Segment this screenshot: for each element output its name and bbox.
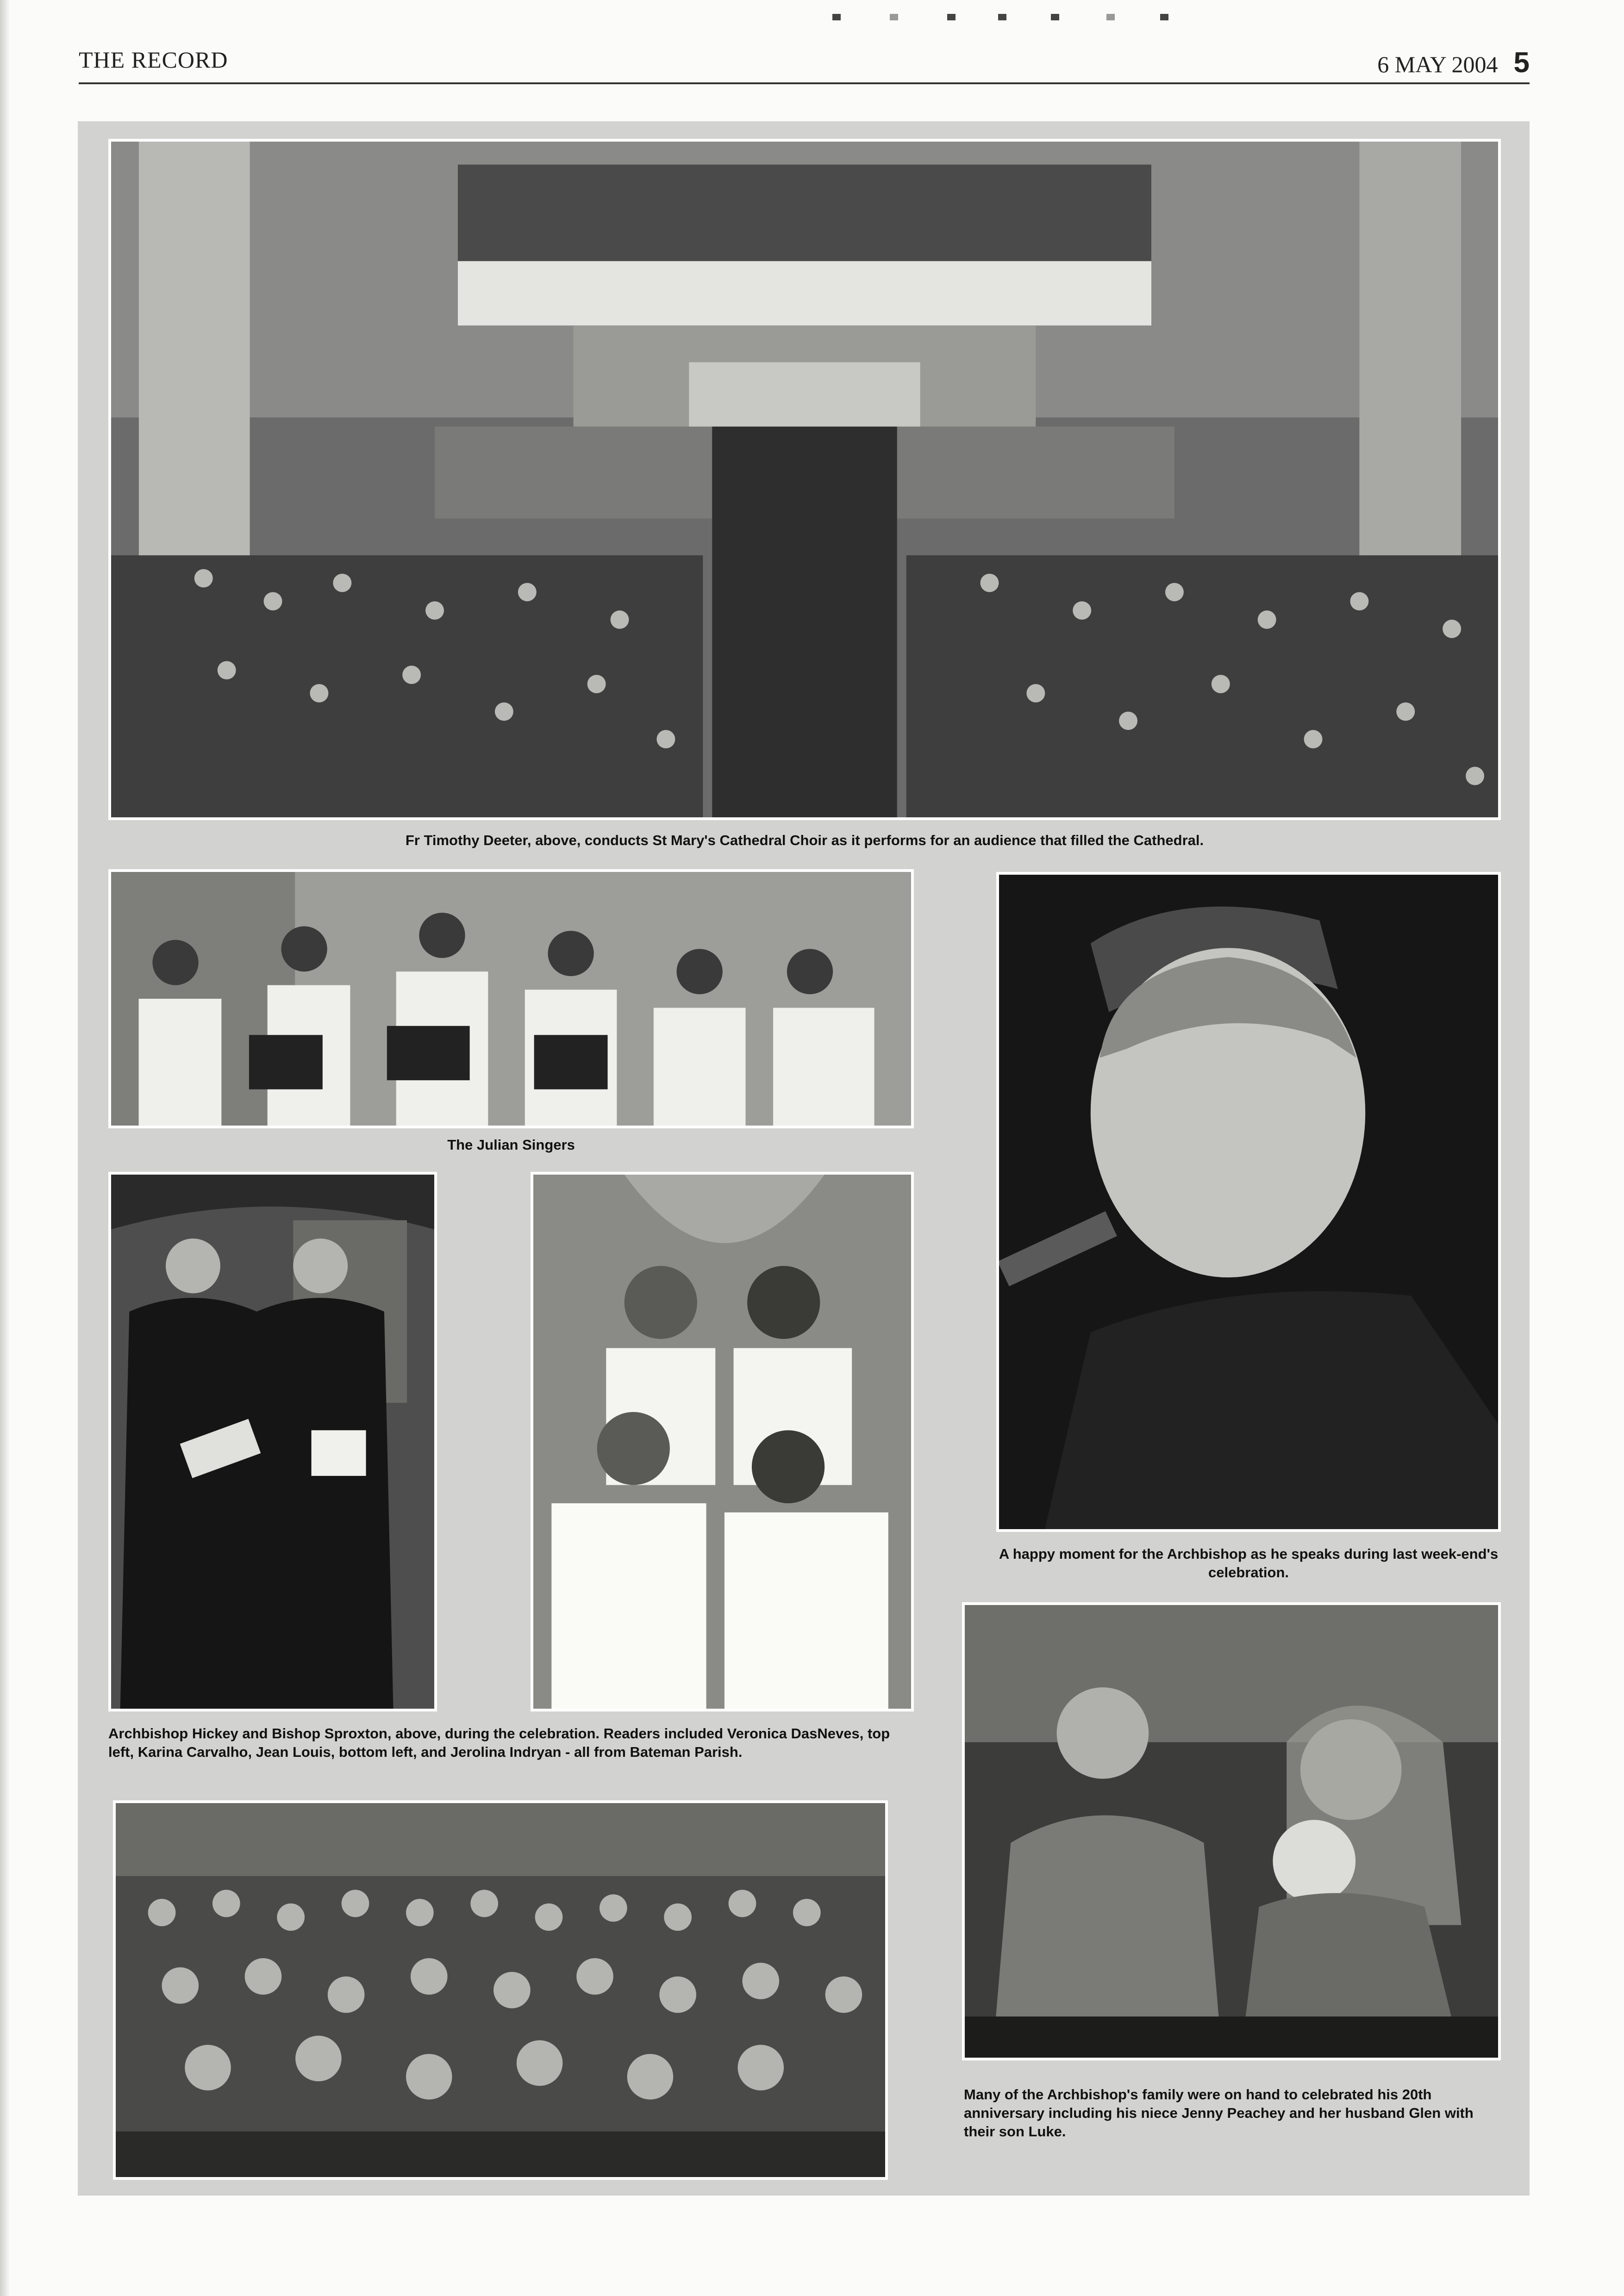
page-binding-shadow	[0, 0, 10, 2296]
issue-date: 6 MAY 2004	[1377, 51, 1498, 77]
family-photo	[962, 1602, 1501, 2060]
registration-mark	[832, 14, 841, 20]
cathedral-photo-caption: Fr Timothy Deeter, above, conducts St Mary's Cathedral Choir as it performs for an audience that filled the Cathedral.	[405, 832, 1204, 848]
registration-mark	[1106, 14, 1115, 20]
issue-info	[1377, 46, 1530, 79]
registration-mark	[947, 14, 956, 20]
cathedral-interior-photo	[108, 139, 1501, 820]
registration-mark	[1051, 14, 1059, 20]
singers-photo-caption: The Julian Singers	[447, 1137, 575, 1153]
page-number: 5	[1513, 47, 1530, 79]
registration-mark	[890, 14, 898, 20]
family-photo-caption: Many of the Archbishop's family were on hand to celebrated his 20th anniversary including his niece Jenny Peachey and her husband Glen with their son Luke.	[964, 2086, 1474, 2140]
readers-photo-caption: Archbishop Hickey and Bishop Sproxton, above, during the celebration. Readers included Veronica DasNeves, top left, Karina Carvalho, Jean Louis, bottom left, and Jerolina Indryan - all from Bateman Parish.	[108, 1725, 890, 1760]
registration-mark	[1160, 14, 1168, 20]
audience-photo	[113, 1800, 888, 2180]
header-rule	[79, 82, 1530, 84]
archbishop-portrait-photo	[996, 872, 1501, 1532]
archbishop-photo-caption: A happy moment for the Archbishop as he speaks during last week-end's celebration.	[999, 1546, 1499, 1580]
choir-singers-photo	[108, 869, 914, 1128]
publication-name: THE RECORD	[79, 47, 228, 73]
registration-mark	[998, 14, 1006, 20]
readers-group-photo	[531, 1172, 914, 1711]
bishops-reading-photo	[108, 1172, 437, 1711]
